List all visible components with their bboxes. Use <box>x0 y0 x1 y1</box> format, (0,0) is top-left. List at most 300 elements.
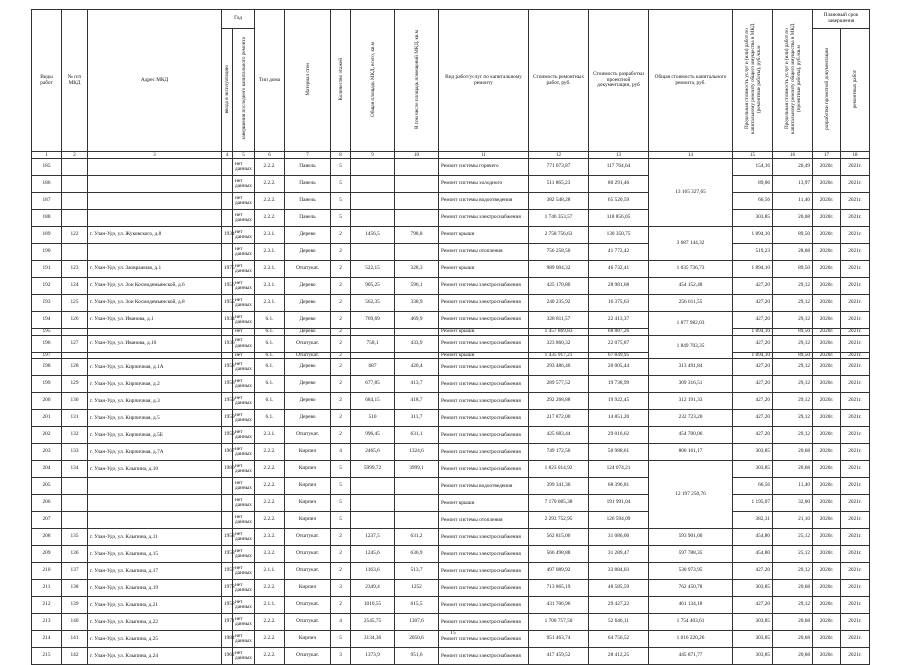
row-number: 196 <box>32 335 62 352</box>
last-repair-year: нет данных <box>233 461 255 478</box>
work-type: Ремонт системы электроснабжения <box>439 631 529 648</box>
max-repair-cost: 427,20 <box>733 563 773 580</box>
mkd-number: 123 <box>62 261 88 278</box>
row-number: 201 <box>32 410 62 427</box>
premises-area: 2050,6 <box>395 631 439 648</box>
max-design-cost: 89,50 <box>773 227 813 244</box>
wall-material: Кирпич <box>285 495 331 512</box>
header-god-vvoda: ввода в эксплуатацию <box>222 29 233 152</box>
work-type: Ремонт системы электроснабжения <box>439 210 529 227</box>
house-type: 2.3.1. <box>255 295 285 312</box>
max-repair-cost: 1 894,10 <box>733 352 773 359</box>
mkd-number <box>62 512 88 529</box>
max-repair-cost: 427,20 <box>733 427 773 444</box>
total-cost: 309 316,51 <box>649 376 733 393</box>
last-repair-year: нет данных <box>233 444 255 461</box>
col-number: 2 <box>62 152 88 159</box>
address-cell: г. Улан-Удэ, ул. Клыпина, д.15 <box>88 546 222 563</box>
repair-cost: 240 235,92 <box>529 295 589 312</box>
repair-cost: 951 463,74 <box>529 631 589 648</box>
table-row <box>32 546 870 563</box>
table-body <box>32 159 870 665</box>
mkd-number: 137 <box>62 563 88 580</box>
design-deadline: 2020г. <box>813 359 841 376</box>
address-cell <box>88 193 222 210</box>
wall-material: Дерево <box>285 359 331 376</box>
work-type: Ремонт системы горячего <box>439 159 529 176</box>
premises-area: 631,2 <box>395 529 439 546</box>
last-repair-year: нет данных <box>233 495 255 512</box>
work-type: Ремонт крыши <box>439 495 529 512</box>
floors-count: 2 <box>331 359 351 376</box>
design-deadline: 2020г. <box>813 495 841 512</box>
premises-area: 338,9 <box>395 295 439 312</box>
total-area <box>351 512 395 529</box>
max-design-cost: 32,00 <box>773 495 813 512</box>
mkd-number: 135 <box>62 529 88 546</box>
mkd-number: 132 <box>62 427 88 444</box>
row-number: 190 <box>32 244 62 261</box>
design-deadline: 2020г. <box>813 393 841 410</box>
year-built: 1975 <box>222 261 233 278</box>
total-area: 684,15 <box>351 393 395 410</box>
total-cost: 597 788,35 <box>649 546 733 563</box>
max-design-cost: 29,12 <box>773 410 813 427</box>
merged-total-cost: 1 849 703,35 <box>649 335 733 359</box>
total-area: 2349,4 <box>351 580 395 597</box>
max-design-cost: 25,12 <box>773 546 813 563</box>
repair-cost: 431 706,96 <box>529 597 589 614</box>
year-built: 1955 <box>222 295 233 312</box>
address-cell: г. Улан-Удэ, ул. Клыпина, д.11 <box>88 529 222 546</box>
premises-area <box>395 159 439 176</box>
address-cell: г. Улан-Удэ, ул. Клыпина, д.19 <box>88 580 222 597</box>
table-row <box>32 512 870 529</box>
max-repair-cost: 66,56 <box>733 478 773 495</box>
wall-material: Панель <box>285 210 331 227</box>
wall-material: Кирпич <box>285 512 331 529</box>
row-number: 214 <box>32 631 62 648</box>
table-row <box>32 329 870 336</box>
design-cost: 31 086,00 <box>589 529 649 546</box>
row-number: 215 <box>32 648 62 665</box>
mkd-number <box>62 244 88 261</box>
total-cost: 461 134,18 <box>649 597 733 614</box>
floors-count: 2 <box>331 427 351 444</box>
design-deadline: 2020г. <box>813 563 841 580</box>
repair-deadline: 2021г. <box>841 631 870 648</box>
row-number: 208 <box>32 529 62 546</box>
repair-cost: 425 170,80 <box>529 278 589 295</box>
work-type: Ремонт системы электроснабжения <box>439 563 529 580</box>
year-built <box>222 512 233 529</box>
max-design-cost: 25,12 <box>773 529 813 546</box>
repair-deadline: 2021г. <box>841 529 870 546</box>
design-cost: 29 016,62 <box>589 427 649 444</box>
year-built: 1967 <box>222 444 233 461</box>
repair-cost: 382 548,28 <box>529 193 589 210</box>
col-number: 1 <box>32 152 62 159</box>
repair-deadline: 2021г. <box>841 312 870 329</box>
table-row <box>32 427 870 444</box>
design-deadline: 2020г. <box>813 512 841 529</box>
address-cell: г. Улан-Удэ, ул. Заовражная, д.1 <box>88 261 222 278</box>
design-deadline: 2020г. <box>813 427 841 444</box>
col-number: 7 <box>285 152 331 159</box>
header-vid-uslug: Вид работ/услуг по капитальному ремонту <box>439 10 529 152</box>
mkd-number: 140 <box>62 614 88 631</box>
work-type: Ремонт системы электроснабжения <box>439 410 529 427</box>
header-nn-mkd: № п/п МКД <box>62 10 88 152</box>
total-area <box>351 244 395 261</box>
year-built: 1956 <box>222 278 233 295</box>
repair-cost: 713 865,19 <box>529 580 589 597</box>
total-cost: 1 016 220,26 <box>649 631 733 648</box>
total-cost: 1 035 736,73 <box>649 261 733 278</box>
work-type: Ремонт системы водоотведения <box>439 193 529 210</box>
header-ploshad-total: Общая площадь МКД, всего, кв.м <box>351 10 395 152</box>
last-repair-year: нет данных <box>233 193 255 210</box>
house-type: 2.2.2. <box>255 614 285 631</box>
total-area: 769,69 <box>351 312 395 329</box>
max-repair-cost: 154,16 <box>733 159 773 176</box>
design-deadline: 2020г. <box>813 335 841 352</box>
year-built: 1958 <box>222 529 233 546</box>
mkd-number: 138 <box>62 580 88 597</box>
col-number: 14 <box>649 152 733 159</box>
total-area: 1163,6 <box>351 563 395 580</box>
floors-count: 2 <box>331 563 351 580</box>
work-type: Ремонт системы электроснабжения <box>439 376 529 393</box>
design-cost: 68 887,26 <box>589 329 649 336</box>
repair-cost: 217 872,00 <box>529 410 589 427</box>
table-row <box>32 295 870 312</box>
row-number: 200 <box>32 393 62 410</box>
max-repair-cost: 427,20 <box>733 335 773 352</box>
col-number: 4 <box>222 152 233 159</box>
wall-material: Отштукат. <box>285 427 331 444</box>
floors-count: 2 <box>331 393 351 410</box>
col-number: 15 <box>733 152 773 159</box>
col-number: 16 <box>773 152 813 159</box>
floors-count: 2 <box>331 261 351 278</box>
col-number: 13 <box>589 152 649 159</box>
table-row <box>32 335 870 352</box>
table-row <box>32 461 870 478</box>
design-deadline: 2020г. <box>813 278 841 295</box>
total-area <box>351 478 395 495</box>
design-cost: 65 520,59 <box>589 193 649 210</box>
house-type: 2.2.2. <box>255 193 285 210</box>
last-repair-year: нет данных <box>233 427 255 444</box>
row-number: 212 <box>32 597 62 614</box>
premises-area: 596,1 <box>395 278 439 295</box>
table-row <box>32 376 870 393</box>
design-deadline: 2020г. <box>813 597 841 614</box>
year-built: 1934 <box>222 227 233 244</box>
house-type: 2.2.2. <box>255 631 285 648</box>
total-area <box>351 495 395 512</box>
design-cost: 31 289,47 <box>589 546 649 563</box>
repair-deadline: 2021г. <box>841 427 870 444</box>
table-row <box>32 261 870 278</box>
repair-deadline: 2021г. <box>841 648 870 665</box>
max-repair-cost: 303,85 <box>733 210 773 227</box>
premises-area <box>395 478 439 495</box>
table-row <box>32 393 870 410</box>
premises-area: 3999,1 <box>395 461 439 478</box>
last-repair-year: нет данных <box>233 244 255 261</box>
work-type: Ремонт системы электроснабжения <box>439 580 529 597</box>
total-area: 3134,36 <box>351 631 395 648</box>
col-number: 8 <box>331 152 351 159</box>
header-god: Год <box>222 10 255 29</box>
repair-cost: 749 172,56 <box>529 444 589 461</box>
premises-area <box>395 512 439 529</box>
row-number: 204 <box>32 461 62 478</box>
max-repair-cost: 382,31 <box>733 512 773 529</box>
max-design-cost: 28,68 <box>773 244 813 261</box>
max-repair-cost: 454,80 <box>733 529 773 546</box>
total-cost: 530 973,95 <box>649 563 733 580</box>
repair-cost: 562 815,00 <box>529 529 589 546</box>
work-type: Ремонт системы электроснабжения <box>439 278 529 295</box>
max-repair-cost: 303,85 <box>733 580 773 597</box>
premises-area: 513,7 <box>395 563 439 580</box>
wall-material: Отштукат. <box>285 261 331 278</box>
table-row <box>32 312 870 329</box>
premises-area: 433,9 <box>395 335 439 352</box>
total-cost: 256 611,55 <box>649 295 733 312</box>
max-repair-cost: 427,20 <box>733 410 773 427</box>
last-repair-year: нет <box>233 352 255 359</box>
total-area: 687 <box>351 359 395 376</box>
total-area: 1373,9 <box>351 648 395 665</box>
house-type: 6.1. <box>255 352 285 359</box>
table-row <box>32 359 870 376</box>
year-built <box>222 495 233 512</box>
last-repair-year: нет данных <box>233 563 255 580</box>
header-obshaya: Общая стоимость капитального ремонта, руб. <box>649 10 733 152</box>
last-repair-year: нет данных <box>233 393 255 410</box>
address-cell <box>88 478 222 495</box>
column-number-row <box>32 152 870 159</box>
design-deadline: 2020г. <box>813 444 841 461</box>
wall-material: Отштукат. <box>285 352 331 359</box>
design-deadline: 2020г. <box>813 329 841 336</box>
max-repair-cost: 427,20 <box>733 359 773 376</box>
floors-count: 2 <box>331 546 351 563</box>
table-row <box>32 227 870 244</box>
year-built: 1936 <box>222 335 233 352</box>
house-type: 6.1. <box>255 359 285 376</box>
address-cell: г. Улан-Удэ, ул. Кирпичная, д.5Б <box>88 427 222 444</box>
premises-area: 1324,6 <box>395 444 439 461</box>
row-number: 185 <box>32 159 62 176</box>
last-repair-year: нет данных <box>233 648 255 665</box>
table-row <box>32 352 870 359</box>
house-type: 2.2.2. <box>255 159 285 176</box>
repair-cost: 289 577,52 <box>529 376 589 393</box>
row-number: 191 <box>32 261 62 278</box>
address-cell: г. Улан-Удэ, ул. Клыпина, д.10 <box>88 461 222 478</box>
header-plan-proekt: разработки проектной документации <box>813 29 841 152</box>
merged-total-cost: 1 877 982,03 <box>649 312 733 336</box>
row-number: 187 <box>32 193 62 210</box>
repair-deadline: 2021г. <box>841 614 870 631</box>
max-repair-cost: 427,20 <box>733 393 773 410</box>
floors-count: 5 <box>331 210 351 227</box>
last-repair-year: нет данных <box>233 335 255 352</box>
work-type: Ремонт системы водоотведения <box>439 478 529 495</box>
floors-count: 2 <box>331 352 351 359</box>
address-cell: г. Улан-Удэ, ул. Зои Космодемьянской, д.6 <box>88 278 222 295</box>
mkd-number: 127 <box>62 335 88 352</box>
mkd-number <box>62 352 88 359</box>
premises-area: 951,6 <box>395 648 439 665</box>
table-row <box>32 648 870 665</box>
total-area: 1456,5 <box>351 227 395 244</box>
table-row <box>32 244 870 261</box>
last-repair-year: нет данных <box>233 312 255 329</box>
design-cost: 19 922,45 <box>589 393 649 410</box>
repair-deadline: 2021г. <box>841 329 870 336</box>
address-cell: г. Улан-Удэ, ул. Кирпичная, д.7А <box>88 444 222 461</box>
repair-cost: 1 746 353,57 <box>529 210 589 227</box>
design-cost: 33 884,03 <box>589 563 649 580</box>
repair-deadline: 2021г. <box>841 597 870 614</box>
repair-deadline: 2021г. <box>841 478 870 495</box>
premises-area: 1307,6 <box>395 614 439 631</box>
floors-count: 5 <box>331 478 351 495</box>
year-built <box>222 176 233 193</box>
year-built: 1934 <box>222 312 233 329</box>
last-repair-year: нет данных <box>233 278 255 295</box>
row-number: 203 <box>32 444 62 461</box>
premises-area <box>395 176 439 193</box>
house-type: 2.3.1. <box>255 427 285 444</box>
table-row <box>32 597 870 614</box>
max-design-cost: 29,12 <box>773 295 813 312</box>
year-built: 1957 <box>222 563 233 580</box>
design-cost: 41 772,42 <box>589 244 649 261</box>
repair-cost: 1 823 014,92 <box>529 461 589 478</box>
max-design-cost: 89,50 <box>773 329 813 336</box>
house-type: 2.2.2. <box>255 176 285 193</box>
col-number: 17 <box>813 152 841 159</box>
max-design-cost: 20,68 <box>773 631 813 648</box>
year-built <box>222 193 233 210</box>
premises-area: 413,7 <box>395 376 439 393</box>
max-design-cost: 89,50 <box>773 352 813 359</box>
floors-count: 5 <box>331 176 351 193</box>
max-repair-cost: 89,06 <box>733 176 773 193</box>
max-design-cost: 29,12 <box>773 376 813 393</box>
total-area: 510 <box>351 410 395 427</box>
repair-cost: 2 293 752,95 <box>529 512 589 529</box>
wall-material: Дерево <box>285 329 331 336</box>
max-design-cost: 29,12 <box>773 278 813 295</box>
max-repair-cost: 1 894,10 <box>733 227 773 244</box>
max-design-cost: 29,12 <box>773 335 813 352</box>
total-cost: 1 754 403,61 <box>649 614 733 631</box>
year-built: 1958 <box>222 546 233 563</box>
work-type: Ремонт системы электроснабжения <box>439 597 529 614</box>
work-type: Ремонт системы электроснабжения <box>439 427 529 444</box>
merged-total-cost: 13 165 327,65 <box>649 159 733 227</box>
design-cost: 16 375,63 <box>589 295 649 312</box>
floors-count: 2 <box>331 312 351 329</box>
repair-deadline: 2021г. <box>841 580 870 597</box>
table-row <box>32 210 870 227</box>
premises-area: 636,9 <box>395 546 439 563</box>
total-cost: 313 491,84 <box>649 359 733 376</box>
max-repair-cost: 66,56 <box>733 193 773 210</box>
design-deadline: 2020г. <box>813 210 841 227</box>
house-type: 6.1. <box>255 335 285 352</box>
mkd-number: 124 <box>62 278 88 295</box>
total-area: 758,1 <box>351 335 395 352</box>
header-ploshad-pom: В том числе площадь помещений МКД, кв.м <box>395 10 439 152</box>
house-type: 2.2.2. <box>255 461 285 478</box>
total-area: 677,85 <box>351 376 395 393</box>
design-cost: 80 291,46 <box>589 176 649 193</box>
header-material: Материал стен <box>285 10 331 152</box>
house-type: 2.2.2. <box>255 210 285 227</box>
row-number: 188 <box>32 210 62 227</box>
row-number: 205 <box>32 478 62 495</box>
repair-deadline: 2021г. <box>841 227 870 244</box>
max-design-cost: 11,40 <box>773 478 813 495</box>
max-repair-cost: 519,23 <box>733 244 773 261</box>
work-type: Ремонт системы электроснабжения <box>439 359 529 376</box>
table-row <box>32 410 870 427</box>
row-number: 189 <box>32 227 62 244</box>
header-god-remont: завершения последнего капитального ремонта <box>233 29 255 152</box>
header-pred-stoimost-proekt: Предельная стоимость услуг и (или) работ по капитальному ремонту общего имущества в МКД (проектные работы), руб./кв.м <box>773 10 813 152</box>
year-built: 1962 <box>222 648 233 665</box>
address-cell <box>88 495 222 512</box>
total-cost: 593 901,00 <box>649 529 733 546</box>
floors-count: 2 <box>331 376 351 393</box>
work-type: Ремонт крыши <box>439 261 529 278</box>
repair-deadline: 2021г. <box>841 376 870 393</box>
design-cost: 29 427,22 <box>589 597 649 614</box>
design-cost: 124 074,21 <box>589 461 649 478</box>
last-repair-year: нет данных <box>233 176 255 193</box>
row-number: 206 <box>32 495 62 512</box>
house-type: 2.2.2. <box>255 495 285 512</box>
mkd-number: 131 <box>62 410 88 427</box>
wall-material: Дерево <box>285 244 331 261</box>
address-cell: г. Улан-Удэ, ул. Кирпичная, д.3 <box>88 393 222 410</box>
design-cost: 22 075,87 <box>589 335 649 352</box>
total-area: 2465,6 <box>351 444 395 461</box>
repair-cost: 989 004,32 <box>529 261 589 278</box>
address-cell <box>88 512 222 529</box>
year-built: 1984 <box>222 631 233 648</box>
work-type: Ремонт крыши <box>439 329 529 336</box>
address-cell: г. Улан-Удэ, ул. Иванова, д.10 <box>88 335 222 352</box>
total-area <box>351 159 395 176</box>
last-repair-year: нет данных <box>233 597 255 614</box>
design-deadline: 2020г. <box>813 580 841 597</box>
max-repair-cost: 427,20 <box>733 312 773 329</box>
header-vid-rabot: Виды работ <box>32 10 62 152</box>
repair-cost: 417 459,52 <box>529 648 589 665</box>
repair-deadline: 2021г. <box>841 193 870 210</box>
design-cost: 22 413,37 <box>589 312 649 329</box>
